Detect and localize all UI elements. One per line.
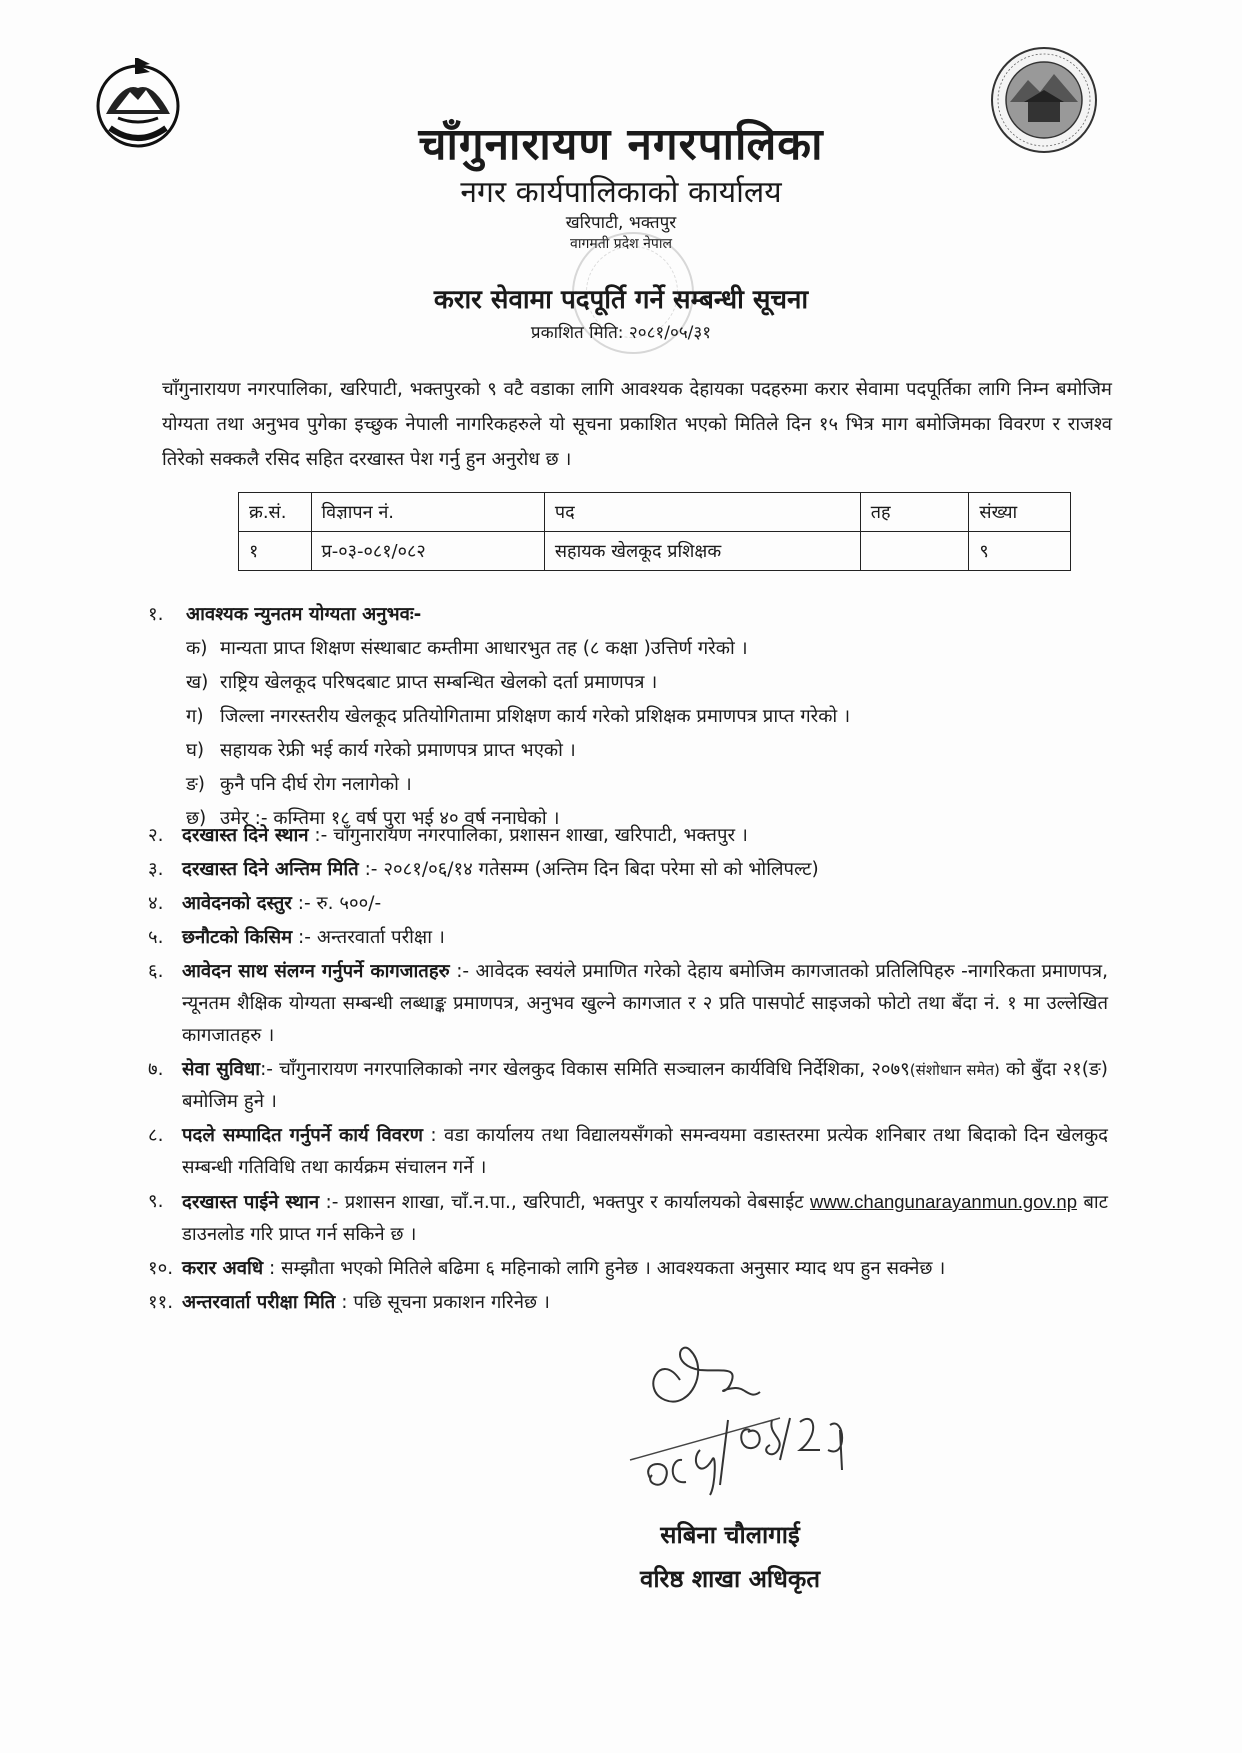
item-text: :- आवेदक स्वयंले प्रमाणित गरेको देहाय बमोजिम कागजातको प्रतिलिपिहरु -नागरिकता प्रमाणपत्र, न्यूनतम शैक्षिक योग्यता सम्बन्धी लब्धाङ्क प्रमाणपत्र, अनुभव खुल्ने कागजात र २ प्रति पासपोर्ट साइजको फोटो तथा बँदा नं. १ मा उल्लेखित कागजातहरु । — [182, 961, 1108, 1046]
item-mark: छ) — [186, 807, 207, 829]
item-key: अन्तरवार्ता परीक्षा मिति — [182, 1292, 336, 1313]
item-mark: घ) — [186, 739, 205, 761]
item-text: कुनै पनि दीर्घ रोग नलागेको । — [220, 773, 412, 795]
item-key: आवेदन साथ संलग्न गर्नुपर्ने कागजातहरु — [182, 961, 450, 982]
item-text: :- अन्तरवार्ता परीक्षा । — [292, 927, 445, 948]
list-item — [148, 820, 1108, 852]
list-item — [148, 1253, 1108, 1285]
item-key: दरखास्त दिने स्थान — [182, 825, 309, 846]
table-header-cell: पद — [544, 493, 860, 532]
signatory-title: वरिष्ठ शाखा अधिकृत — [639, 1565, 821, 1593]
item-text: सहायक रेफ्री भई कार्य गरेको प्रमाणपत्र प्राप्त भएको । — [220, 739, 576, 761]
table-cell: १ — [239, 532, 312, 571]
table-header-cell: विज्ञापन नं. — [311, 493, 544, 532]
requirements-heading — [148, 596, 1108, 630]
table-cell: ९ — [969, 532, 1071, 571]
item-text: राष्ट्रिय खेलकूद परिषदबाट प्राप्त सम्बन्धित खेलको दर्ता प्रमाणपत्र । — [220, 671, 658, 693]
item-number: ६. — [148, 961, 164, 982]
table-header-cell: संख्या — [969, 493, 1071, 532]
list-item — [186, 664, 1108, 698]
list-item — [148, 956, 1108, 1052]
address-line-2: वागमती प्रदेश नेपाल — [570, 236, 672, 252]
notice-items-list — [148, 820, 1108, 1321]
item-key: पदले सम्पादित गर्नुपर्ने कार्य विवरण — [182, 1125, 423, 1146]
list-item — [148, 1120, 1108, 1184]
notice-title: करार सेवामा पदपूर्ति गर्ने सम्बन्धी सूचना — [433, 285, 809, 315]
item-key: दरखास्त पाईने स्थान — [182, 1192, 320, 1213]
item-number: २. — [148, 825, 164, 846]
item-text-continued: बाट डाउनलोड गरि प्राप्त गर्न सकिने छ । — [182, 1192, 1109, 1245]
item-text: : पछि सूचना प्रकाशन गरिनेछ । — [335, 1292, 550, 1313]
address-line-1: खरिपाटी, भक्तपुर — [565, 213, 677, 233]
item-number: ७. — [148, 1059, 164, 1080]
item-key: दरखास्त दिने अन्तिम मिति — [182, 859, 359, 880]
organization-name: चाँगुनारायण नगरपालिका — [418, 119, 824, 170]
table-cell: सहायक खेलकूद प्रशिक्षक — [544, 532, 860, 571]
item-number: ८. — [148, 1125, 164, 1146]
item-text: : वडा कार्यालय तथा विद्यालयसँगको समन्वयमा वडास्तरमा प्रत्येक शनिबार तथा बिदाको दिन खेलकुद सम्बन्धी गतिविधि तथा कार्यक्रम संचालन गर्ने । — [182, 1125, 1109, 1178]
item-note: (संशोधान समेत) — [909, 1061, 1000, 1079]
item-text-continued: को बुँदा २१(ङ) बमोजिम हुने । — [182, 1059, 1109, 1112]
item-number: ९. — [148, 1191, 164, 1212]
intro-paragraph: चाँगुनारायण नगरपालिका, खरिपाटी, भक्तपुरको ९ वटै वडाका लागि आवश्यक देहायका पदहरुमा करार सेवामा पदपूर्तिका लागि निम्न बमोजिम योग्यता तथा अनुभव पुगेका इच्छुक नेपाली नागरिकहरुले यो सूचना प्रकाशित भएको मितिले दिन १५ भित्र माग बमोजिमका विवरण र राजश्व तिरेको सक्कलै रसिद सहित दरखास्त पेश गर्नु हुन अनुरोध छ । — [162, 379, 1112, 470]
list-item — [148, 1186, 1108, 1251]
item-text: उमेर :- कम्तिमा १८ वर्ष पुरा भई ४० वर्ष ननाघेको । — [220, 807, 560, 829]
published-date: प्रकाशित मिति: २०८१/०५/३१ — [530, 323, 712, 343]
list-item — [148, 1054, 1108, 1118]
item-text: : सम्झौता भएको मितिले बढिमा ६ महिनाको लागि हुनेछ । आवश्यकता अनुसार म्याद थप हुन सक्नेछ । — [263, 1258, 946, 1279]
item-text: मान्यता प्राप्त शिक्षण संस्थाबाट कम्तीमा आधारभुत तह (८ कक्षा )उत्तिर्ण गरेको । — [220, 637, 748, 659]
list-item — [186, 766, 1108, 800]
list-item — [186, 732, 1108, 766]
item-key: छनौटको किसिम — [182, 927, 293, 948]
list-item — [148, 888, 1108, 920]
item-mark: ख) — [186, 671, 209, 693]
item-number: १. — [148, 603, 164, 625]
list-item — [186, 630, 1108, 664]
item-number: ४. — [148, 893, 164, 914]
item-number: ३. — [148, 859, 164, 880]
table-cell: प्र-०३-०८१/०८२ — [311, 532, 544, 571]
vacancy-table — [238, 492, 1071, 571]
item-number: ५. — [148, 927, 164, 948]
table-header-cell: तह — [860, 493, 969, 532]
requirements-list — [186, 630, 1108, 834]
handwritten-signature — [620, 1310, 880, 1510]
item-number: ११. — [148, 1292, 174, 1313]
list-item — [148, 854, 1108, 886]
item-key: सेवा सुविधा — [182, 1059, 261, 1080]
item-text: :- प्रशासन शाखा, चाँ.न.पा., खरिपाटी, भक्तपुर र कार्यालयको वेबसाईट — [319, 1192, 810, 1213]
item-text: :- चाँगुनारायण नगरपालिकाको नगर खेलकुद विकास समिति सञ्चालन कार्यविधि निर्देशिका, २०७९ — [260, 1059, 910, 1080]
item-mark: ग) — [186, 705, 204, 727]
table-header-row — [239, 493, 1071, 532]
item-text: :- रु. ५००/- — [291, 893, 382, 914]
table-row — [239, 532, 1071, 571]
table-header-cell: क्र.सं. — [239, 493, 312, 532]
signatory-name: सबिना चौलागाई — [660, 1521, 800, 1549]
item-mark: ङ) — [186, 773, 206, 795]
item-key: आवेदनको दस्तुर — [182, 893, 292, 914]
item-key: करार अवधि — [182, 1258, 264, 1279]
item-mark: क) — [186, 637, 208, 659]
table-cell — [860, 532, 969, 571]
item-key: आवश्यक न्युनतम योग्यता अनुभवः- — [186, 603, 422, 625]
list-item — [186, 698, 1108, 732]
item-text: :- चाँगुनारायण नगरपालिका, प्रशासन शाखा, खरिपाटी, भक्तपुर । — [308, 825, 748, 846]
office-name: नगर कार्यपालिकाको कार्यालय — [460, 175, 782, 210]
requirements-section — [148, 596, 1108, 834]
item-text: जिल्ला नगरस्तरीय खेलकूद प्रतियोगितामा प्रशिक्षण कार्य गरेको प्रशिक्षक प्रमाणपत्र प्राप्त गरेको । — [220, 705, 851, 727]
item-text: :- २०८१/०६/१४ गतेसम्म (अन्तिम दिन बिदा परेमा सो को भोलिपल्ट) — [358, 859, 819, 880]
list-item — [148, 922, 1108, 954]
website-link[interactable]: www.changunarayanmun.gov.np — [809, 1191, 1078, 1212]
item-number: १०. — [148, 1258, 174, 1279]
